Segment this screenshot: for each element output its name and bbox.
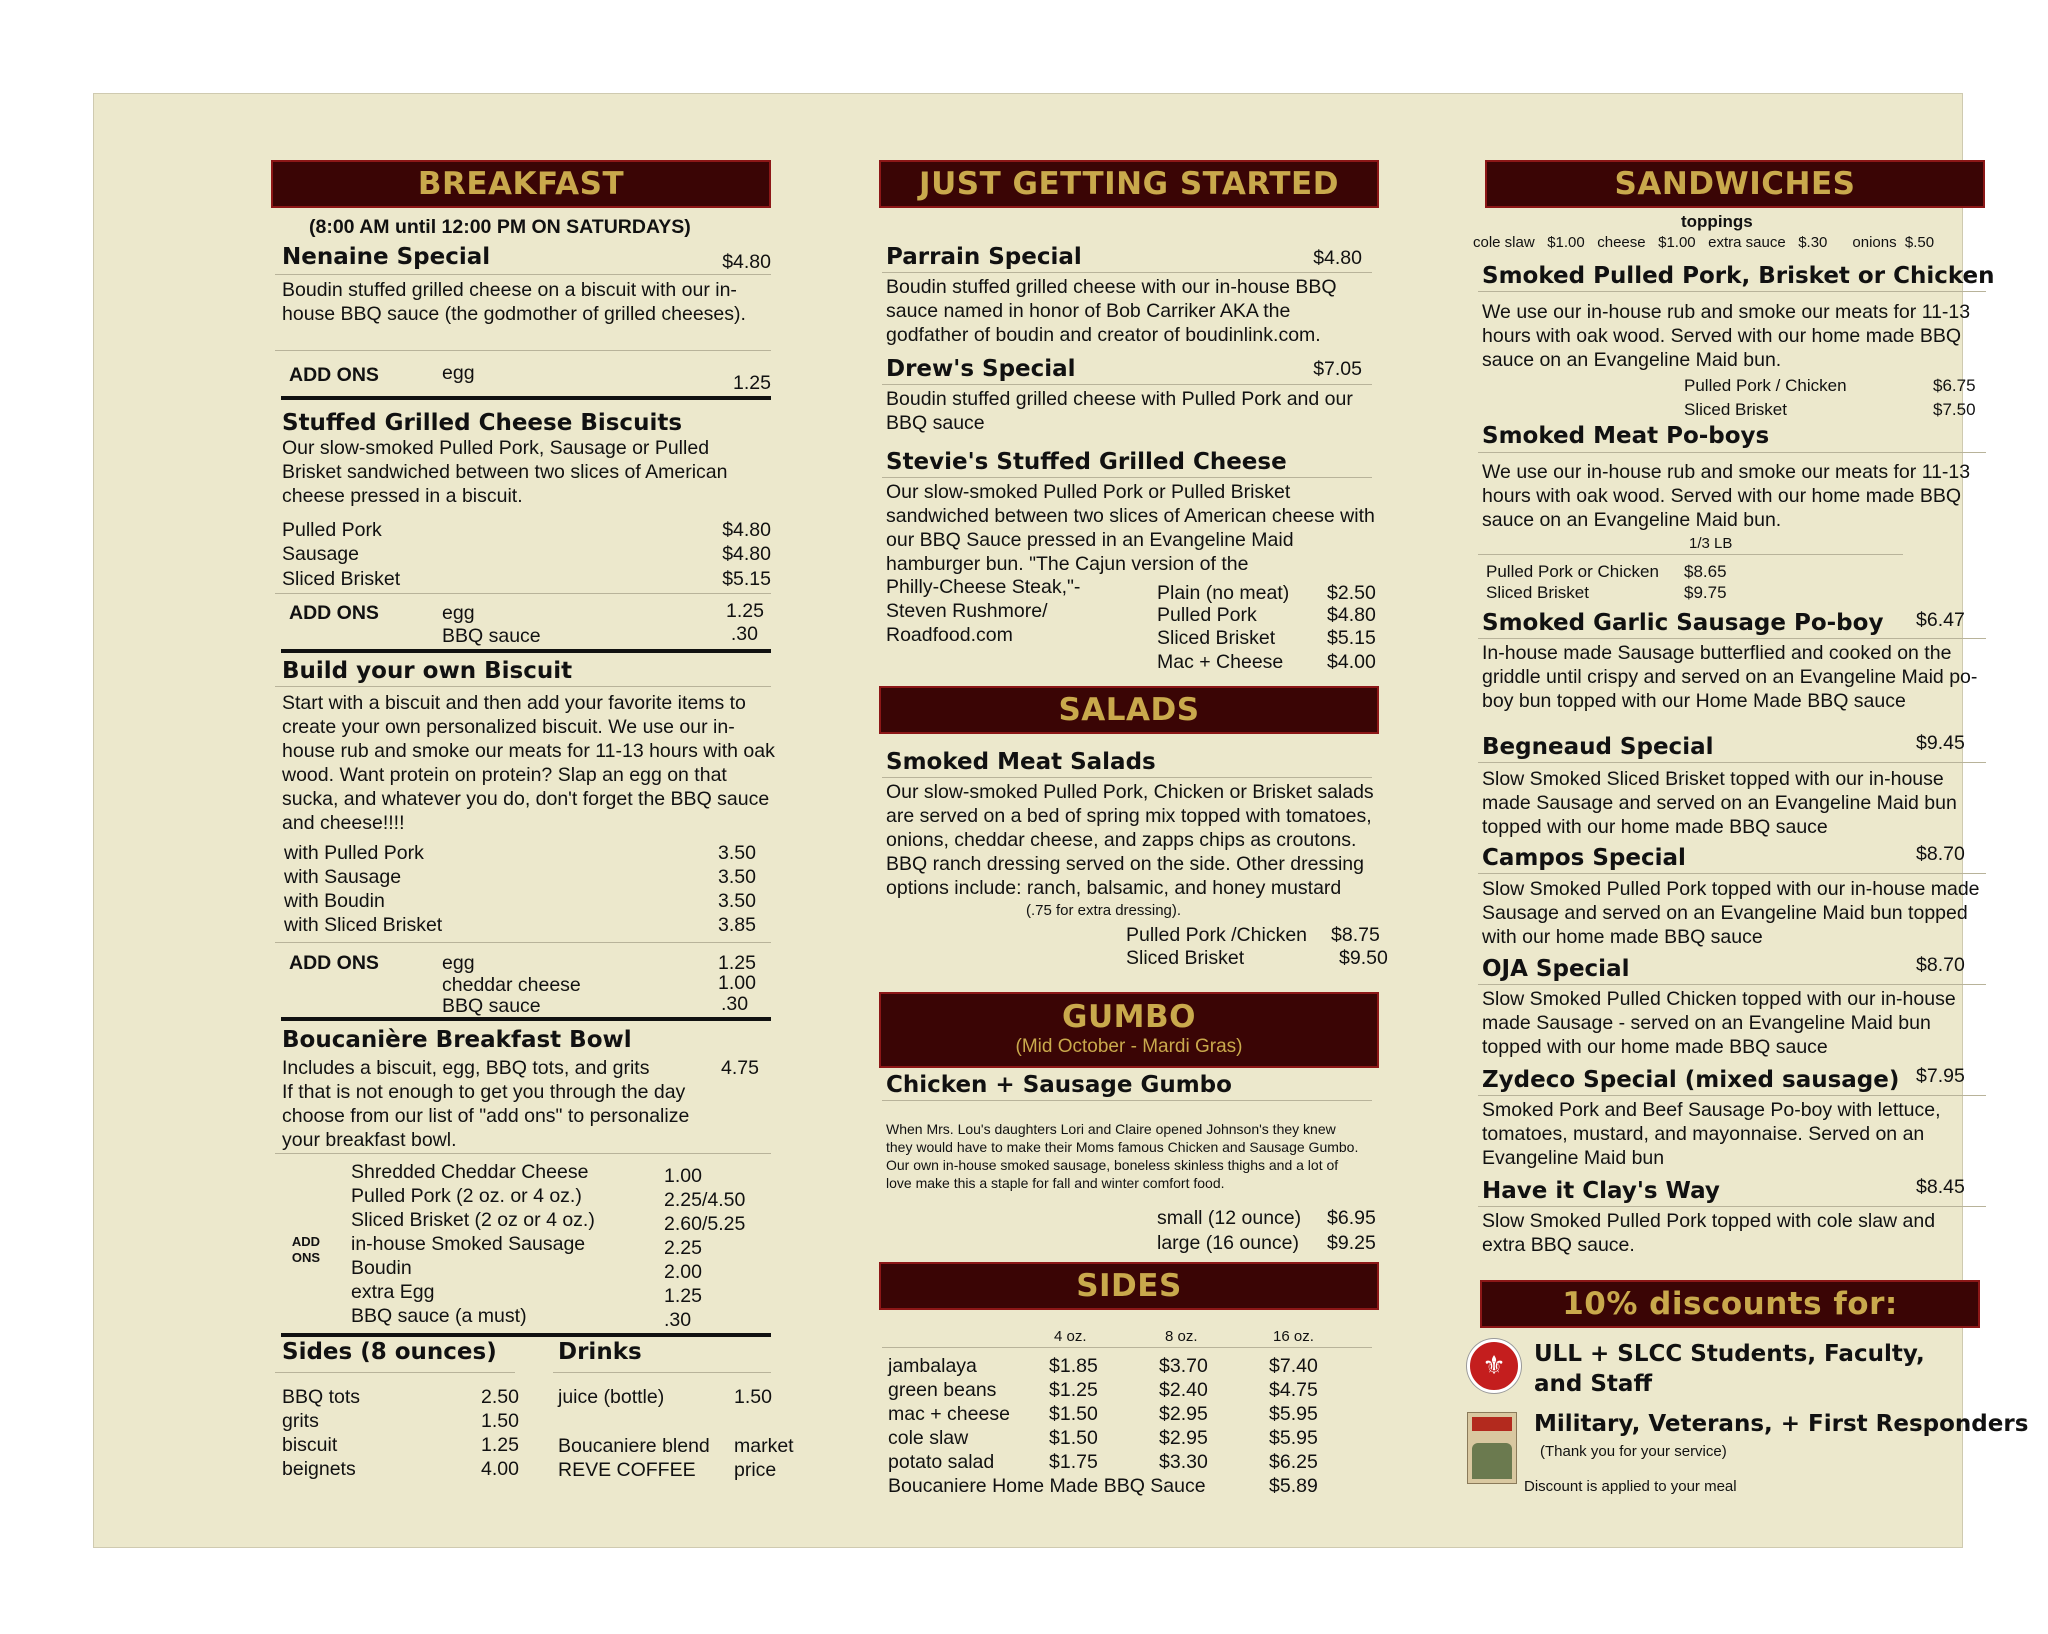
drink-price: market [734, 1435, 794, 1457]
started-banner [879, 160, 1379, 208]
oja-desc: Slow Smoked Pulled Chicken topped with our in-house made Sausage - served on an Evangeline Maid bun topped with our home made BBQ sauce [1482, 988, 1956, 1058]
drinks-title: Drinks [558, 1339, 642, 1365]
salad-item-name: Pulled Pork /Chicken [1126, 924, 1308, 946]
ragin-cajuns-logo-icon: ⚜ [1467, 1339, 1521, 1393]
bbq-sauce-price: $5.89 [1269, 1475, 1318, 1497]
salads-title: SALADS [1058, 692, 1200, 728]
build-item-name: with Sausage [284, 866, 402, 888]
addons4-item: Pulled Pork (2 oz. or 4 oz.) [351, 1185, 582, 1207]
parrain-desc: Boudin stuffed grilled cheese with our in-house BBQ sauce named in honor of Bob Carriker AKA the godfather of boudin and creator of boudinlink.com. [886, 276, 1337, 346]
salads-banner [879, 686, 1379, 734]
bside-price: 2.50 [481, 1386, 519, 1408]
addons1-price: 1.25 [733, 372, 771, 394]
sides-title: SIDES [1076, 1268, 1182, 1304]
addons2-label: ADD ONS [289, 602, 379, 624]
bsides-title: Sides (8 ounces) [282, 1339, 497, 1365]
clay-name: Have it Clay's Way [1482, 1178, 1720, 1204]
discount-thanks: (Thank you for your service) [1540, 1443, 1727, 1460]
bowl-price: 4.75 [721, 1057, 759, 1079]
gumbo-banner [879, 992, 1379, 1068]
gumbo-item-name: small (12 ounce) [1157, 1207, 1302, 1229]
bowl-name: Boucanière Breakfast Bowl [282, 1027, 632, 1053]
drink-name: REVE COFFEE [558, 1459, 696, 1481]
oja-name: OJA Special [1482, 956, 1630, 982]
started-title: JUST GETTING STARTED [919, 166, 1339, 202]
smoked-item-name: Pulled Pork / Chicken [1684, 376, 1847, 395]
addons4-price: 1.00 [664, 1165, 702, 1187]
salad-item-price: $9.50 [1339, 947, 1388, 969]
side-price-16oz: $4.75 [1269, 1379, 1318, 1401]
gumbo-item-price: $9.25 [1327, 1232, 1376, 1254]
smoked-item-name: Sliced Brisket [1684, 400, 1787, 419]
build-desc: Start with a biscuit and then add your favorite items to create your own personalized biscuit. We use our in-house rub and smoke our meats for 11-13 hours with oak wood. Want protein on protein? Slap an egg on that sucka, and whatever you do, don't forget the BBQ sauce and cheese!!!! [282, 692, 775, 834]
build-name: Build your own Biscuit [282, 658, 573, 684]
bowl-desc2: If that is not enough to get you through the day choose from our list of "add ons" to personalize your breakfast bowl. [282, 1081, 690, 1151]
garlic-desc: In-house made Sausage butterflied and cooked on the griddle until crispy and served on an Evangeline Maid po-boy bun topped with our Home Made BBQ sauce [1482, 642, 1978, 712]
smoked-desc: We use our in-house rub and smoke our meats for 11-13 hours with oak wood. Served with our home made BBQ sauce on an Evangeline Maid bun. [1482, 301, 1971, 371]
stevie-quote: Philly-Cheese Steak,"- Steven Rushmore/ Roadfood.com [886, 576, 1081, 646]
drink-name: juice (bottle) [558, 1386, 665, 1408]
biscuits-name: Stuffed Grilled Cheese Biscuits [282, 410, 683, 436]
stevie-desc: Our slow-smoked Pulled Pork or Pulled Brisket sandwiched between two slices of American cheese with our BBQ Sauce pressed in an Evangeline Maid hamburger bun. "The Cajun version of the [886, 481, 1375, 575]
gumbo-desc: When Mrs. Lou's daughters Lori and Claire opened Johnson's they knew they would have to make their Moms famous Chicken and Sausage Gumbo. Our own in-house smoked sausage, boneless skinless thighs and a lot of love make this a staple for fall and winter comfort food. [886, 1121, 1359, 1191]
poboy-item-price: $8.65 [1684, 562, 1727, 581]
begneaud-desc: Slow Smoked Sliced Brisket topped with our in-house made Sausage and served on an Evangeline Maid bun topped with our home made BBQ sauce [1482, 768, 1957, 838]
side-price-16oz: $5.95 [1269, 1427, 1318, 1449]
biscuit-item-price: $4.80 [722, 543, 771, 565]
addons4-price: 1.25 [664, 1285, 702, 1307]
addons2-item: BBQ sauce [442, 625, 541, 647]
drink-price: price [734, 1459, 777, 1481]
addons4-item: extra Egg [351, 1281, 435, 1303]
sandwiches-banner [1485, 160, 1985, 208]
addons4-item: Shredded Cheddar Cheese [351, 1161, 589, 1183]
bside-name: BBQ tots [282, 1386, 361, 1408]
build-item-name: with Pulled Pork [284, 842, 424, 864]
gumbo-item-price: $6.95 [1327, 1207, 1376, 1229]
stevie-item-name: Mac + Cheese [1157, 651, 1284, 673]
smoked-item-price: $7.50 [1933, 400, 1976, 419]
sides-header: 16 oz. [1273, 1328, 1314, 1345]
addons4-price: 2.25 [664, 1237, 702, 1259]
drink-price: 1.50 [734, 1386, 772, 1408]
addons3-label: ADD ONS [289, 952, 379, 974]
bside-name: biscuit [282, 1434, 338, 1456]
salads-desc: Our slow-smoked Pulled Pork, Chicken or Brisket salads are served on a bed of spring mix topped with tomatoes, onions, cheddar cheese, and zapps chips as croutons. BBQ ranch dressing served on the side. Other dressing options include: ranch, balsamic, and honey mustard [886, 781, 1374, 899]
biscuit-item-name: Pulled Pork [282, 519, 382, 541]
build-item-price: 3.50 [718, 866, 756, 888]
begneaud-name: Begneaud Special [1482, 734, 1714, 760]
side-price-8oz: $3.70 [1159, 1355, 1208, 1377]
stevie-item-price: $4.00 [1327, 651, 1376, 673]
gumbo-item-name: large (16 ounce) [1157, 1232, 1300, 1254]
addons1-label: ADD ONS [289, 364, 379, 386]
side-price-4oz: $1.50 [1049, 1403, 1098, 1425]
poboy-item-name: Pulled Pork or Chicken [1486, 562, 1659, 581]
breakfast-banner [271, 160, 771, 208]
stevie-item-price: $2.50 [1327, 582, 1376, 604]
discount-note: Discount is applied to your meal [1524, 1478, 1737, 1495]
stevie-item-price: $5.15 [1327, 627, 1376, 649]
discounts-banner [1480, 1280, 1980, 1328]
side-name: cole slaw [888, 1427, 969, 1449]
sides-banner [879, 1262, 1379, 1310]
addons1-item: egg [442, 362, 475, 384]
gumbo-subtitle: (Mid October - Mardi Gras) [1015, 1036, 1243, 1057]
biscuit-item-name: Sliced Brisket [282, 568, 401, 590]
discount-line2: Military, Veterans, + First Responders [1534, 1411, 2029, 1437]
breakfast-hours: (8:00 AM until 12:00 PM ON SATURDAYS) [309, 216, 691, 238]
toppings-title: toppings [1681, 212, 1753, 231]
bbq-sauce-name: Boucaniere Home Made BBQ Sauce [888, 1475, 1206, 1497]
side-price-4oz: $1.25 [1049, 1379, 1098, 1401]
salad-item-name: Sliced Brisket [1126, 947, 1245, 969]
clay-price: $8.45 [1916, 1176, 1965, 1198]
drew-desc: Boudin stuffed grilled cheese with Pulled Pork and our BBQ sauce [886, 388, 1353, 434]
side-name: green beans [888, 1379, 997, 1401]
bside-name: beignets [282, 1458, 356, 1480]
gumbo-title: GUMBO [1062, 999, 1196, 1035]
campos-price: $8.70 [1916, 843, 1965, 865]
side-price-8oz: $2.40 [1159, 1379, 1208, 1401]
sides-header: 4 oz. [1054, 1328, 1087, 1345]
poboy-item-price: $9.75 [1684, 583, 1727, 602]
side-price-16oz: $7.40 [1269, 1355, 1318, 1377]
bowl-desc1: Includes a biscuit, egg, BBQ tots, and grits [282, 1057, 650, 1079]
addons4-price: 2.00 [664, 1261, 702, 1283]
campos-desc: Slow Smoked Pulled Pork topped with our in-house made Sausage and served on an Evangeline Maid bun topped with our home made BBQ sauce [1482, 878, 1980, 948]
build-item-price: 3.85 [718, 914, 756, 936]
stevie-item-name: Sliced Brisket [1157, 627, 1276, 649]
addons4-label: ADD ONS [291, 1234, 321, 1265]
addons3-item: BBQ sauce [442, 995, 541, 1017]
stevie-item-name: Pulled Pork [1157, 604, 1257, 626]
addons4-item: Sliced Brisket (2 oz or 4 oz.) [351, 1209, 595, 1231]
begneaud-price: $9.45 [1916, 732, 1965, 754]
discounts-title: 10% discounts for: [1562, 1286, 1898, 1322]
biscuits-desc: Our slow-smoked Pulled Pork, Sausage or Pulled Brisket sandwiched between two slices of American cheese pressed in a biscuit. [282, 437, 728, 507]
addons3-item: egg [442, 952, 475, 974]
poboys-name: Smoked Meat Po-boys [1482, 423, 1770, 449]
side-name: potato salad [888, 1451, 995, 1473]
biscuit-item-price: $5.15 [722, 568, 771, 590]
stevie-name: Stevie's Stuffed Grilled Cheese [886, 449, 1287, 475]
parrain-name: Parrain Special [886, 244, 1082, 270]
defenders-poster-icon [1467, 1412, 1517, 1484]
parrain-price: $4.80 [1313, 247, 1362, 269]
side-price-4oz: $1.85 [1049, 1355, 1098, 1377]
zydeco-name: Zydeco Special (mixed sausage) [1482, 1067, 1900, 1093]
zydeco-desc: Smoked Pork and Beef Sausage Po-boy with lettuce, tomatoes, mustard, and mayonnaise. Served on an Evangeline Maid bun [1482, 1099, 1941, 1169]
addons4-item: in-house Smoked Sausage [351, 1233, 586, 1255]
build-item-price: 3.50 [718, 842, 756, 864]
nenaine-price: $4.80 [722, 251, 771, 273]
menu-sheet [93, 93, 2029, 1548]
side-price-8oz: $3.30 [1159, 1451, 1208, 1473]
side-name: jambalaya [888, 1355, 977, 1377]
bside-price: 1.25 [481, 1434, 519, 1456]
drew-price: $7.05 [1313, 358, 1362, 380]
side-price-8oz: $2.95 [1159, 1427, 1208, 1449]
nenaine-name: Nenaine Special [282, 244, 491, 270]
build-item-price: 3.50 [718, 890, 756, 912]
addons4-price: .30 [664, 1309, 692, 1331]
side-price-8oz: $2.95 [1159, 1403, 1208, 1425]
drink-name: Boucaniere blend [558, 1435, 710, 1457]
clay-desc: Slow Smoked Pulled Pork topped with cole slaw and extra BBQ sauce. [1482, 1210, 1936, 1256]
addons3-price: 1.00 [718, 972, 756, 994]
addons4-price: 2.25/4.50 [664, 1189, 746, 1211]
salads-name: Smoked Meat Salads [886, 749, 1156, 775]
smoked-name: Smoked Pulled Pork, Brisket or Chicken [1482, 263, 1995, 289]
campos-name: Campos Special [1482, 845, 1686, 871]
sandwiches-title: SANDWICHES [1614, 166, 1856, 202]
discount-line1: ULL + SLCC Students, Faculty, and Staff [1534, 1341, 1925, 1397]
bside-price: 1.50 [481, 1410, 519, 1432]
biscuit-item-name: Sausage [282, 543, 359, 565]
poboy-item-name: Sliced Brisket [1486, 583, 1589, 602]
stevie-item-name: Plain (no meat) [1157, 582, 1290, 604]
toppings-list: cole slaw $1.00 cheese $1.00 extra sauce $.30 onions $.50 [1473, 234, 1935, 251]
side-name: mac + cheese [888, 1403, 1010, 1425]
addons4-item: BBQ sauce (a must) [351, 1305, 527, 1327]
addons2-item: egg [442, 602, 475, 624]
side-price-16oz: $6.25 [1269, 1451, 1318, 1473]
addons4-item: Boudin [351, 1257, 412, 1279]
bside-name: grits [282, 1410, 319, 1432]
oja-price: $8.70 [1916, 954, 1965, 976]
build-item-name: with Sliced Brisket [284, 914, 443, 936]
biscuit-item-price: $4.80 [722, 519, 771, 541]
bside-price: 4.00 [481, 1458, 519, 1480]
addons3-price: 1.25 [718, 952, 756, 974]
side-price-16oz: $5.95 [1269, 1403, 1318, 1425]
breakfast-title: BREAKFAST [417, 166, 625, 202]
addons3-price: .30 [721, 993, 749, 1015]
drew-name: Drew's Special [886, 356, 1076, 382]
build-item-name: with Boudin [284, 890, 385, 912]
stevie-item-price: $4.80 [1327, 604, 1376, 626]
side-price-4oz: $1.75 [1049, 1451, 1098, 1473]
addons2-price: .30 [730, 623, 758, 645]
salads-note: (.75 for extra dressing). [1026, 902, 1182, 919]
poboys-size: 1/3 LB [1689, 535, 1733, 552]
zydeco-price: $7.95 [1916, 1065, 1965, 1087]
addons2-price: 1.25 [726, 600, 764, 622]
garlic-price: $6.47 [1916, 609, 1965, 631]
poboys-desc: We use our in-house rub and smoke our meats for 11-13 hours with oak wood. Served with our home made BBQ sauce on an Evangeline Maid bun. [1482, 461, 1971, 531]
side-price-4oz: $1.50 [1049, 1427, 1098, 1449]
sides-header: 8 oz. [1165, 1328, 1198, 1345]
nenaine-desc: Boudin stuffed grilled cheese on a biscuit with our in-house BBQ sauce (the godmother of grilled cheeses). [282, 279, 746, 325]
garlic-name: Smoked Garlic Sausage Po-boy [1482, 610, 1884, 636]
addons3-item: cheddar cheese [442, 974, 581, 996]
salad-item-price: $8.75 [1331, 924, 1380, 946]
smoked-item-price: $6.75 [1933, 376, 1976, 395]
addons4-price: 2.60/5.25 [664, 1213, 746, 1235]
gumbo-name: Chicken + Sausage Gumbo [886, 1072, 1232, 1098]
